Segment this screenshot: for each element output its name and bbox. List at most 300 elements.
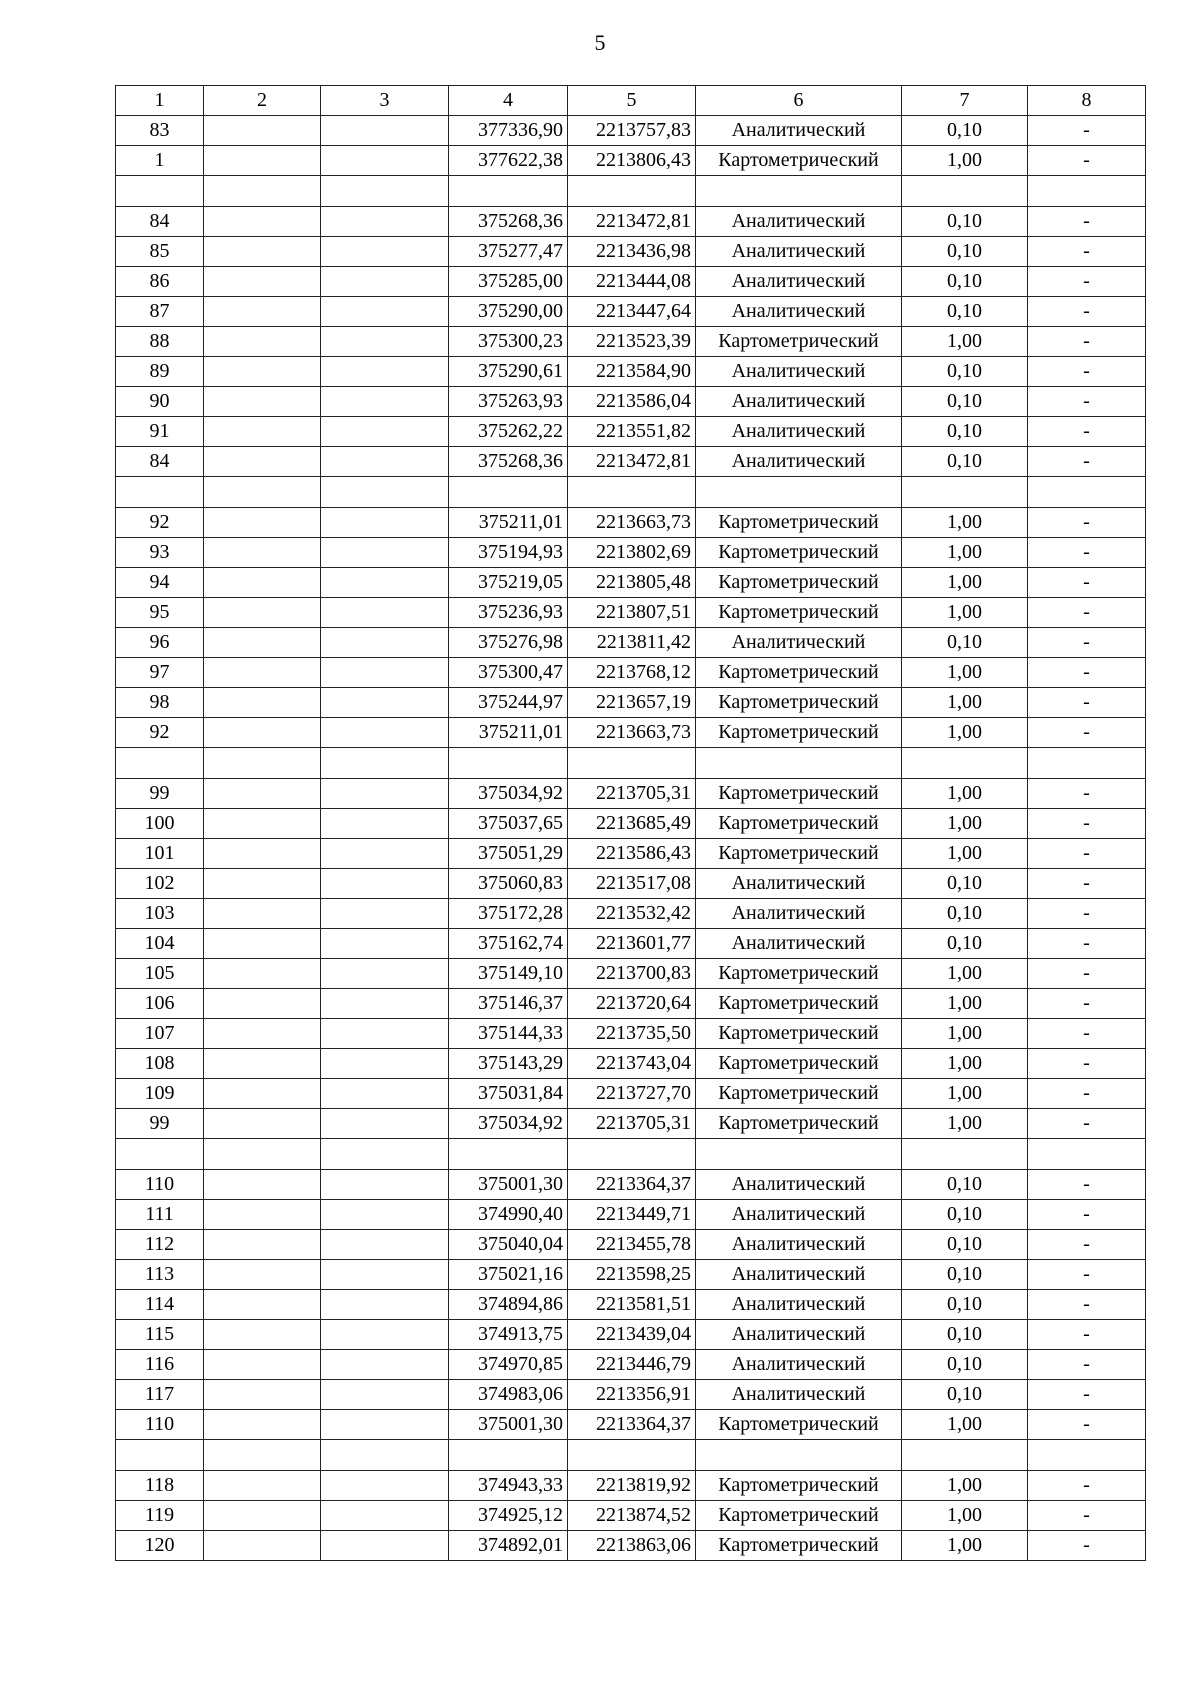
- col-3-cell: [321, 959, 449, 989]
- method-cell: Картометрический: [696, 146, 902, 176]
- col-8-cell: -: [1028, 357, 1146, 387]
- col-8-cell: -: [1028, 417, 1146, 447]
- method-cell: Аналитический: [696, 297, 902, 327]
- col-8-cell: -: [1028, 598, 1146, 628]
- method-cell: Аналитический: [696, 869, 902, 899]
- x-coordinate-cell: [449, 1440, 568, 1471]
- x-coordinate-cell: 375263,93: [449, 387, 568, 417]
- point-number-cell: 105: [116, 959, 204, 989]
- x-coordinate-cell: 375300,47: [449, 658, 568, 688]
- accuracy-cell: 1,00: [902, 1501, 1028, 1531]
- table-row: [116, 327, 1146, 357]
- accuracy-cell: 0,10: [902, 1350, 1028, 1380]
- table-row: [116, 267, 1146, 297]
- col-2-cell: [204, 387, 321, 417]
- accuracy-cell: 0,10: [902, 929, 1028, 959]
- col-2-cell: [204, 538, 321, 568]
- col-2-cell: [204, 297, 321, 327]
- method-cell: Картометрический: [696, 688, 902, 718]
- y-coordinate-cell: 2213874,52: [568, 1501, 696, 1531]
- x-coordinate-cell: 375040,04: [449, 1230, 568, 1260]
- y-coordinate-cell: 2213598,25: [568, 1260, 696, 1290]
- col-3-cell: [321, 718, 449, 748]
- accuracy-cell: 1,00: [902, 959, 1028, 989]
- separator-row: [116, 1139, 1146, 1170]
- y-coordinate-cell: 2213807,51: [568, 598, 696, 628]
- col-8-cell: -: [1028, 538, 1146, 568]
- col-3-cell: [321, 146, 449, 176]
- table-row: [116, 1410, 1146, 1440]
- x-coordinate-cell: 374925,12: [449, 1501, 568, 1531]
- column-header: 8: [1028, 86, 1146, 116]
- col-2-cell: [204, 1230, 321, 1260]
- col-3-cell: [321, 387, 449, 417]
- y-coordinate-cell: 2213444,08: [568, 267, 696, 297]
- y-coordinate-cell: 2213449,71: [568, 1200, 696, 1230]
- col-3-cell: [321, 1501, 449, 1531]
- col-3-cell: [321, 568, 449, 598]
- point-number-cell: 97: [116, 658, 204, 688]
- coordinates-table: [115, 85, 1146, 1561]
- col-8-cell: -: [1028, 1079, 1146, 1109]
- col-2-cell: [204, 1531, 321, 1561]
- accuracy-cell: 1,00: [902, 809, 1028, 839]
- point-number-cell: 83: [116, 116, 204, 146]
- separator-row: [116, 477, 1146, 508]
- col-2-cell: [204, 568, 321, 598]
- col-8-cell: -: [1028, 899, 1146, 929]
- y-coordinate-cell: 2213356,91: [568, 1380, 696, 1410]
- x-coordinate-cell: 375277,47: [449, 237, 568, 267]
- table-row: [116, 989, 1146, 1019]
- x-coordinate-cell: 375037,65: [449, 809, 568, 839]
- col-2-cell: [204, 146, 321, 176]
- col-2-cell: [204, 1380, 321, 1410]
- y-coordinate-cell: 2213757,83: [568, 116, 696, 146]
- col-2-cell: [204, 267, 321, 297]
- accuracy-cell: 1,00: [902, 598, 1028, 628]
- table-row: [116, 658, 1146, 688]
- col-8-cell: [1028, 477, 1146, 508]
- col-8-cell: -: [1028, 447, 1146, 477]
- accuracy-cell: 0,10: [902, 447, 1028, 477]
- point-number-cell: 92: [116, 508, 204, 538]
- y-coordinate-cell: 2213472,81: [568, 207, 696, 237]
- method-cell: Картометрический: [696, 989, 902, 1019]
- table-row: [116, 417, 1146, 447]
- point-number-cell: 102: [116, 869, 204, 899]
- separator-row: [116, 1440, 1146, 1471]
- column-header: 3: [321, 86, 449, 116]
- table-row: [116, 718, 1146, 748]
- x-coordinate-cell: [449, 1139, 568, 1170]
- column-header: 6: [696, 86, 902, 116]
- x-coordinate-cell: 375211,01: [449, 718, 568, 748]
- point-number-cell: 84: [116, 207, 204, 237]
- col-8-cell: -: [1028, 508, 1146, 538]
- method-cell: Картометрический: [696, 1019, 902, 1049]
- col-3-cell: [321, 267, 449, 297]
- x-coordinate-cell: 375149,10: [449, 959, 568, 989]
- method-cell: Картометрический: [696, 1501, 902, 1531]
- table-row: [116, 1230, 1146, 1260]
- accuracy-cell: [902, 477, 1028, 508]
- y-coordinate-cell: 2213455,78: [568, 1230, 696, 1260]
- col-8-cell: -: [1028, 688, 1146, 718]
- y-coordinate-cell: 2213735,50: [568, 1019, 696, 1049]
- col-3-cell: [321, 1440, 449, 1471]
- y-coordinate-cell: 2213447,64: [568, 297, 696, 327]
- method-cell: Картометрический: [696, 809, 902, 839]
- x-coordinate-cell: 375236,93: [449, 598, 568, 628]
- col-8-cell: -: [1028, 1501, 1146, 1531]
- x-coordinate-cell: 375143,29: [449, 1049, 568, 1079]
- col-8-cell: -: [1028, 297, 1146, 327]
- y-coordinate-cell: 2213586,04: [568, 387, 696, 417]
- col-3-cell: [321, 989, 449, 1019]
- x-coordinate-cell: 375051,29: [449, 839, 568, 869]
- table-row: [116, 1380, 1146, 1410]
- accuracy-cell: 0,10: [902, 1320, 1028, 1350]
- method-cell: Картометрический: [696, 1109, 902, 1139]
- point-number-cell: [116, 1139, 204, 1170]
- table-row: [116, 538, 1146, 568]
- method-cell: Аналитический: [696, 1320, 902, 1350]
- table-row: [116, 688, 1146, 718]
- point-number-cell: 109: [116, 1079, 204, 1109]
- col-2-cell: [204, 959, 321, 989]
- accuracy-cell: 1,00: [902, 839, 1028, 869]
- y-coordinate-cell: 2213805,48: [568, 568, 696, 598]
- y-coordinate-cell: 2213663,73: [568, 508, 696, 538]
- x-coordinate-cell: 375021,16: [449, 1260, 568, 1290]
- col-8-cell: -: [1028, 1350, 1146, 1380]
- accuracy-cell: 0,10: [902, 237, 1028, 267]
- method-cell: [696, 176, 902, 207]
- accuracy-cell: 1,00: [902, 538, 1028, 568]
- col-8-cell: -: [1028, 387, 1146, 417]
- method-cell: Аналитический: [696, 899, 902, 929]
- method-cell: [696, 477, 902, 508]
- col-2-cell: [204, 839, 321, 869]
- y-coordinate-cell: 2213436,98: [568, 237, 696, 267]
- accuracy-cell: 1,00: [902, 1410, 1028, 1440]
- accuracy-cell: 1,00: [902, 658, 1028, 688]
- method-cell: Картометрический: [696, 1049, 902, 1079]
- accuracy-cell: 1,00: [902, 1471, 1028, 1501]
- table-row: [116, 869, 1146, 899]
- method-cell: Картометрический: [696, 839, 902, 869]
- method-cell: Аналитический: [696, 387, 902, 417]
- col-3-cell: [321, 1531, 449, 1561]
- col-8-cell: -: [1028, 718, 1146, 748]
- table-row: [116, 809, 1146, 839]
- y-coordinate-cell: 2213586,43: [568, 839, 696, 869]
- method-cell: Аналитический: [696, 628, 902, 658]
- col-8-cell: -: [1028, 1531, 1146, 1561]
- y-coordinate-cell: [568, 1139, 696, 1170]
- x-coordinate-cell: 375290,00: [449, 297, 568, 327]
- accuracy-cell: 0,10: [902, 1170, 1028, 1200]
- y-coordinate-cell: 2213705,31: [568, 779, 696, 809]
- col-8-cell: -: [1028, 237, 1146, 267]
- method-cell: Картометрический: [696, 1410, 902, 1440]
- accuracy-cell: 0,10: [902, 267, 1028, 297]
- method-cell: Аналитический: [696, 357, 902, 387]
- x-coordinate-cell: 375276,98: [449, 628, 568, 658]
- method-cell: Аналитический: [696, 207, 902, 237]
- method-cell: Картометрический: [696, 959, 902, 989]
- col-2-cell: [204, 899, 321, 929]
- col-8-cell: -: [1028, 809, 1146, 839]
- y-coordinate-cell: 2213364,37: [568, 1410, 696, 1440]
- x-coordinate-cell: [449, 176, 568, 207]
- y-coordinate-cell: 2213663,73: [568, 718, 696, 748]
- y-coordinate-cell: 2213584,90: [568, 357, 696, 387]
- column-header: 7: [902, 86, 1028, 116]
- x-coordinate-cell: 375211,01: [449, 508, 568, 538]
- accuracy-cell: [902, 1139, 1028, 1170]
- col-8-cell: -: [1028, 989, 1146, 1019]
- point-number-cell: 93: [116, 538, 204, 568]
- column-header: 1: [116, 86, 204, 116]
- col-3-cell: [321, 1170, 449, 1200]
- table-row: [116, 899, 1146, 929]
- col-3-cell: [321, 477, 449, 508]
- point-number-cell: 89: [116, 357, 204, 387]
- x-coordinate-cell: 375219,05: [449, 568, 568, 598]
- method-cell: Картометрический: [696, 1079, 902, 1109]
- table-row: [116, 1200, 1146, 1230]
- col-8-cell: -: [1028, 628, 1146, 658]
- y-coordinate-cell: [568, 176, 696, 207]
- point-number-cell: 101: [116, 839, 204, 869]
- col-3-cell: [321, 869, 449, 899]
- col-8-cell: -: [1028, 959, 1146, 989]
- x-coordinate-cell: 375034,92: [449, 779, 568, 809]
- col-2-cell: [204, 1049, 321, 1079]
- point-number-cell: [116, 477, 204, 508]
- point-number-cell: 94: [116, 568, 204, 598]
- x-coordinate-cell: 374943,33: [449, 1471, 568, 1501]
- method-cell: [696, 1139, 902, 1170]
- accuracy-cell: 0,10: [902, 1380, 1028, 1410]
- col-2-cell: [204, 1440, 321, 1471]
- accuracy-cell: 0,10: [902, 1230, 1028, 1260]
- table-row: [116, 959, 1146, 989]
- point-number-cell: 1: [116, 146, 204, 176]
- x-coordinate-cell: 374913,75: [449, 1320, 568, 1350]
- column-header: 2: [204, 86, 321, 116]
- y-coordinate-cell: 2213806,43: [568, 146, 696, 176]
- table-row: [116, 508, 1146, 538]
- col-8-cell: -: [1028, 1380, 1146, 1410]
- y-coordinate-cell: 2213581,51: [568, 1290, 696, 1320]
- table-header: [116, 86, 1146, 116]
- col-2-cell: [204, 809, 321, 839]
- accuracy-cell: 0,10: [902, 628, 1028, 658]
- point-number-cell: 96: [116, 628, 204, 658]
- col-2-cell: [204, 1139, 321, 1170]
- col-2-cell: [204, 237, 321, 267]
- point-number-cell: 88: [116, 327, 204, 357]
- col-8-cell: -: [1028, 207, 1146, 237]
- y-coordinate-cell: 2213819,92: [568, 1471, 696, 1501]
- point-number-cell: 120: [116, 1531, 204, 1561]
- accuracy-cell: 1,00: [902, 508, 1028, 538]
- accuracy-cell: 0,10: [902, 116, 1028, 146]
- table-row: [116, 1501, 1146, 1531]
- point-number-cell: [116, 1440, 204, 1471]
- x-coordinate-cell: 374970,85: [449, 1350, 568, 1380]
- col-2-cell: [204, 1471, 321, 1501]
- col-3-cell: [321, 417, 449, 447]
- col-2-cell: [204, 1079, 321, 1109]
- col-2-cell: [204, 1290, 321, 1320]
- y-coordinate-cell: 2213657,19: [568, 688, 696, 718]
- col-8-cell: -: [1028, 116, 1146, 146]
- point-number-cell: 116: [116, 1350, 204, 1380]
- point-number-cell: 91: [116, 417, 204, 447]
- point-number-cell: 113: [116, 1260, 204, 1290]
- point-number-cell: 108: [116, 1049, 204, 1079]
- col-3-cell: [321, 779, 449, 809]
- col-3-cell: [321, 1079, 449, 1109]
- x-coordinate-cell: 375290,61: [449, 357, 568, 387]
- col-8-cell: -: [1028, 146, 1146, 176]
- method-cell: Аналитический: [696, 1260, 902, 1290]
- table-row: [116, 598, 1146, 628]
- y-coordinate-cell: 2213523,39: [568, 327, 696, 357]
- method-cell: Аналитический: [696, 929, 902, 959]
- column-header: 5: [568, 86, 696, 116]
- col-8-cell: -: [1028, 839, 1146, 869]
- x-coordinate-cell: 375268,36: [449, 447, 568, 477]
- method-cell: Аналитический: [696, 1380, 902, 1410]
- table-row: [116, 1260, 1146, 1290]
- point-number-cell: 99: [116, 1109, 204, 1139]
- accuracy-cell: 0,10: [902, 1290, 1028, 1320]
- col-2-cell: [204, 1019, 321, 1049]
- y-coordinate-cell: 2213811,42: [568, 628, 696, 658]
- method-cell: Картометрический: [696, 598, 902, 628]
- col-8-cell: -: [1028, 1049, 1146, 1079]
- col-3-cell: [321, 176, 449, 207]
- col-2-cell: [204, 748, 321, 779]
- col-3-cell: [321, 1139, 449, 1170]
- point-number-cell: 115: [116, 1320, 204, 1350]
- accuracy-cell: 1,00: [902, 779, 1028, 809]
- col-8-cell: [1028, 1440, 1146, 1471]
- table-row: [116, 628, 1146, 658]
- accuracy-cell: 0,10: [902, 207, 1028, 237]
- accuracy-cell: 1,00: [902, 718, 1028, 748]
- point-number-cell: 107: [116, 1019, 204, 1049]
- y-coordinate-cell: 2213727,70: [568, 1079, 696, 1109]
- page-number: 5: [594, 30, 606, 55]
- col-3-cell: [321, 598, 449, 628]
- col-8-cell: [1028, 1139, 1146, 1170]
- y-coordinate-cell: 2213517,08: [568, 869, 696, 899]
- y-coordinate-cell: 2213700,83: [568, 959, 696, 989]
- accuracy-cell: 0,10: [902, 1200, 1028, 1230]
- col-3-cell: [321, 327, 449, 357]
- table-row: [116, 1049, 1146, 1079]
- col-2-cell: [204, 598, 321, 628]
- table-row: [116, 1350, 1146, 1380]
- col-2-cell: [204, 779, 321, 809]
- method-cell: Аналитический: [696, 1290, 902, 1320]
- col-8-cell: -: [1028, 1200, 1146, 1230]
- table-row: [116, 1079, 1146, 1109]
- point-number-cell: 117: [116, 1380, 204, 1410]
- point-number-cell: 90: [116, 387, 204, 417]
- x-coordinate-cell: 375031,84: [449, 1079, 568, 1109]
- col-3-cell: [321, 899, 449, 929]
- col-2-cell: [204, 929, 321, 959]
- method-cell: Аналитический: [696, 417, 902, 447]
- point-number-cell: 110: [116, 1170, 204, 1200]
- col-8-cell: -: [1028, 1320, 1146, 1350]
- point-number-cell: 111: [116, 1200, 204, 1230]
- col-8-cell: -: [1028, 1410, 1146, 1440]
- y-coordinate-cell: 2213364,37: [568, 1170, 696, 1200]
- accuracy-cell: 0,10: [902, 417, 1028, 447]
- point-number-cell: 98: [116, 688, 204, 718]
- col-2-cell: [204, 1350, 321, 1380]
- col-3-cell: [321, 1260, 449, 1290]
- y-coordinate-cell: [568, 1440, 696, 1471]
- col-8-cell: -: [1028, 658, 1146, 688]
- col-3-cell: [321, 1200, 449, 1230]
- col-3-cell: [321, 116, 449, 146]
- table-body: [116, 116, 1146, 1561]
- y-coordinate-cell: [568, 748, 696, 779]
- x-coordinate-cell: 375146,37: [449, 989, 568, 1019]
- accuracy-cell: 1,00: [902, 327, 1028, 357]
- x-coordinate-cell: 375172,28: [449, 899, 568, 929]
- col-2-cell: [204, 1200, 321, 1230]
- col-2-cell: [204, 417, 321, 447]
- col-3-cell: [321, 237, 449, 267]
- table-row: [116, 1170, 1146, 1200]
- accuracy-cell: 1,00: [902, 989, 1028, 1019]
- col-3-cell: [321, 1230, 449, 1260]
- table-row: [116, 146, 1146, 176]
- col-3-cell: [321, 1471, 449, 1501]
- col-3-cell: [321, 628, 449, 658]
- table-row: [116, 116, 1146, 146]
- col-2-cell: [204, 447, 321, 477]
- point-number-cell: 112: [116, 1230, 204, 1260]
- point-number-cell: [116, 176, 204, 207]
- point-number-cell: 118: [116, 1471, 204, 1501]
- x-coordinate-cell: 375268,36: [449, 207, 568, 237]
- point-number-cell: 85: [116, 237, 204, 267]
- col-3-cell: [321, 538, 449, 568]
- x-coordinate-cell: 375194,93: [449, 538, 568, 568]
- accuracy-cell: 0,10: [902, 869, 1028, 899]
- x-coordinate-cell: 374894,86: [449, 1290, 568, 1320]
- col-3-cell: [321, 688, 449, 718]
- y-coordinate-cell: 2213685,49: [568, 809, 696, 839]
- col-2-cell: [204, 508, 321, 538]
- col-2-cell: [204, 1410, 321, 1440]
- method-cell: Аналитический: [696, 116, 902, 146]
- col-2-cell: [204, 327, 321, 357]
- col-3-cell: [321, 809, 449, 839]
- method-cell: [696, 1440, 902, 1471]
